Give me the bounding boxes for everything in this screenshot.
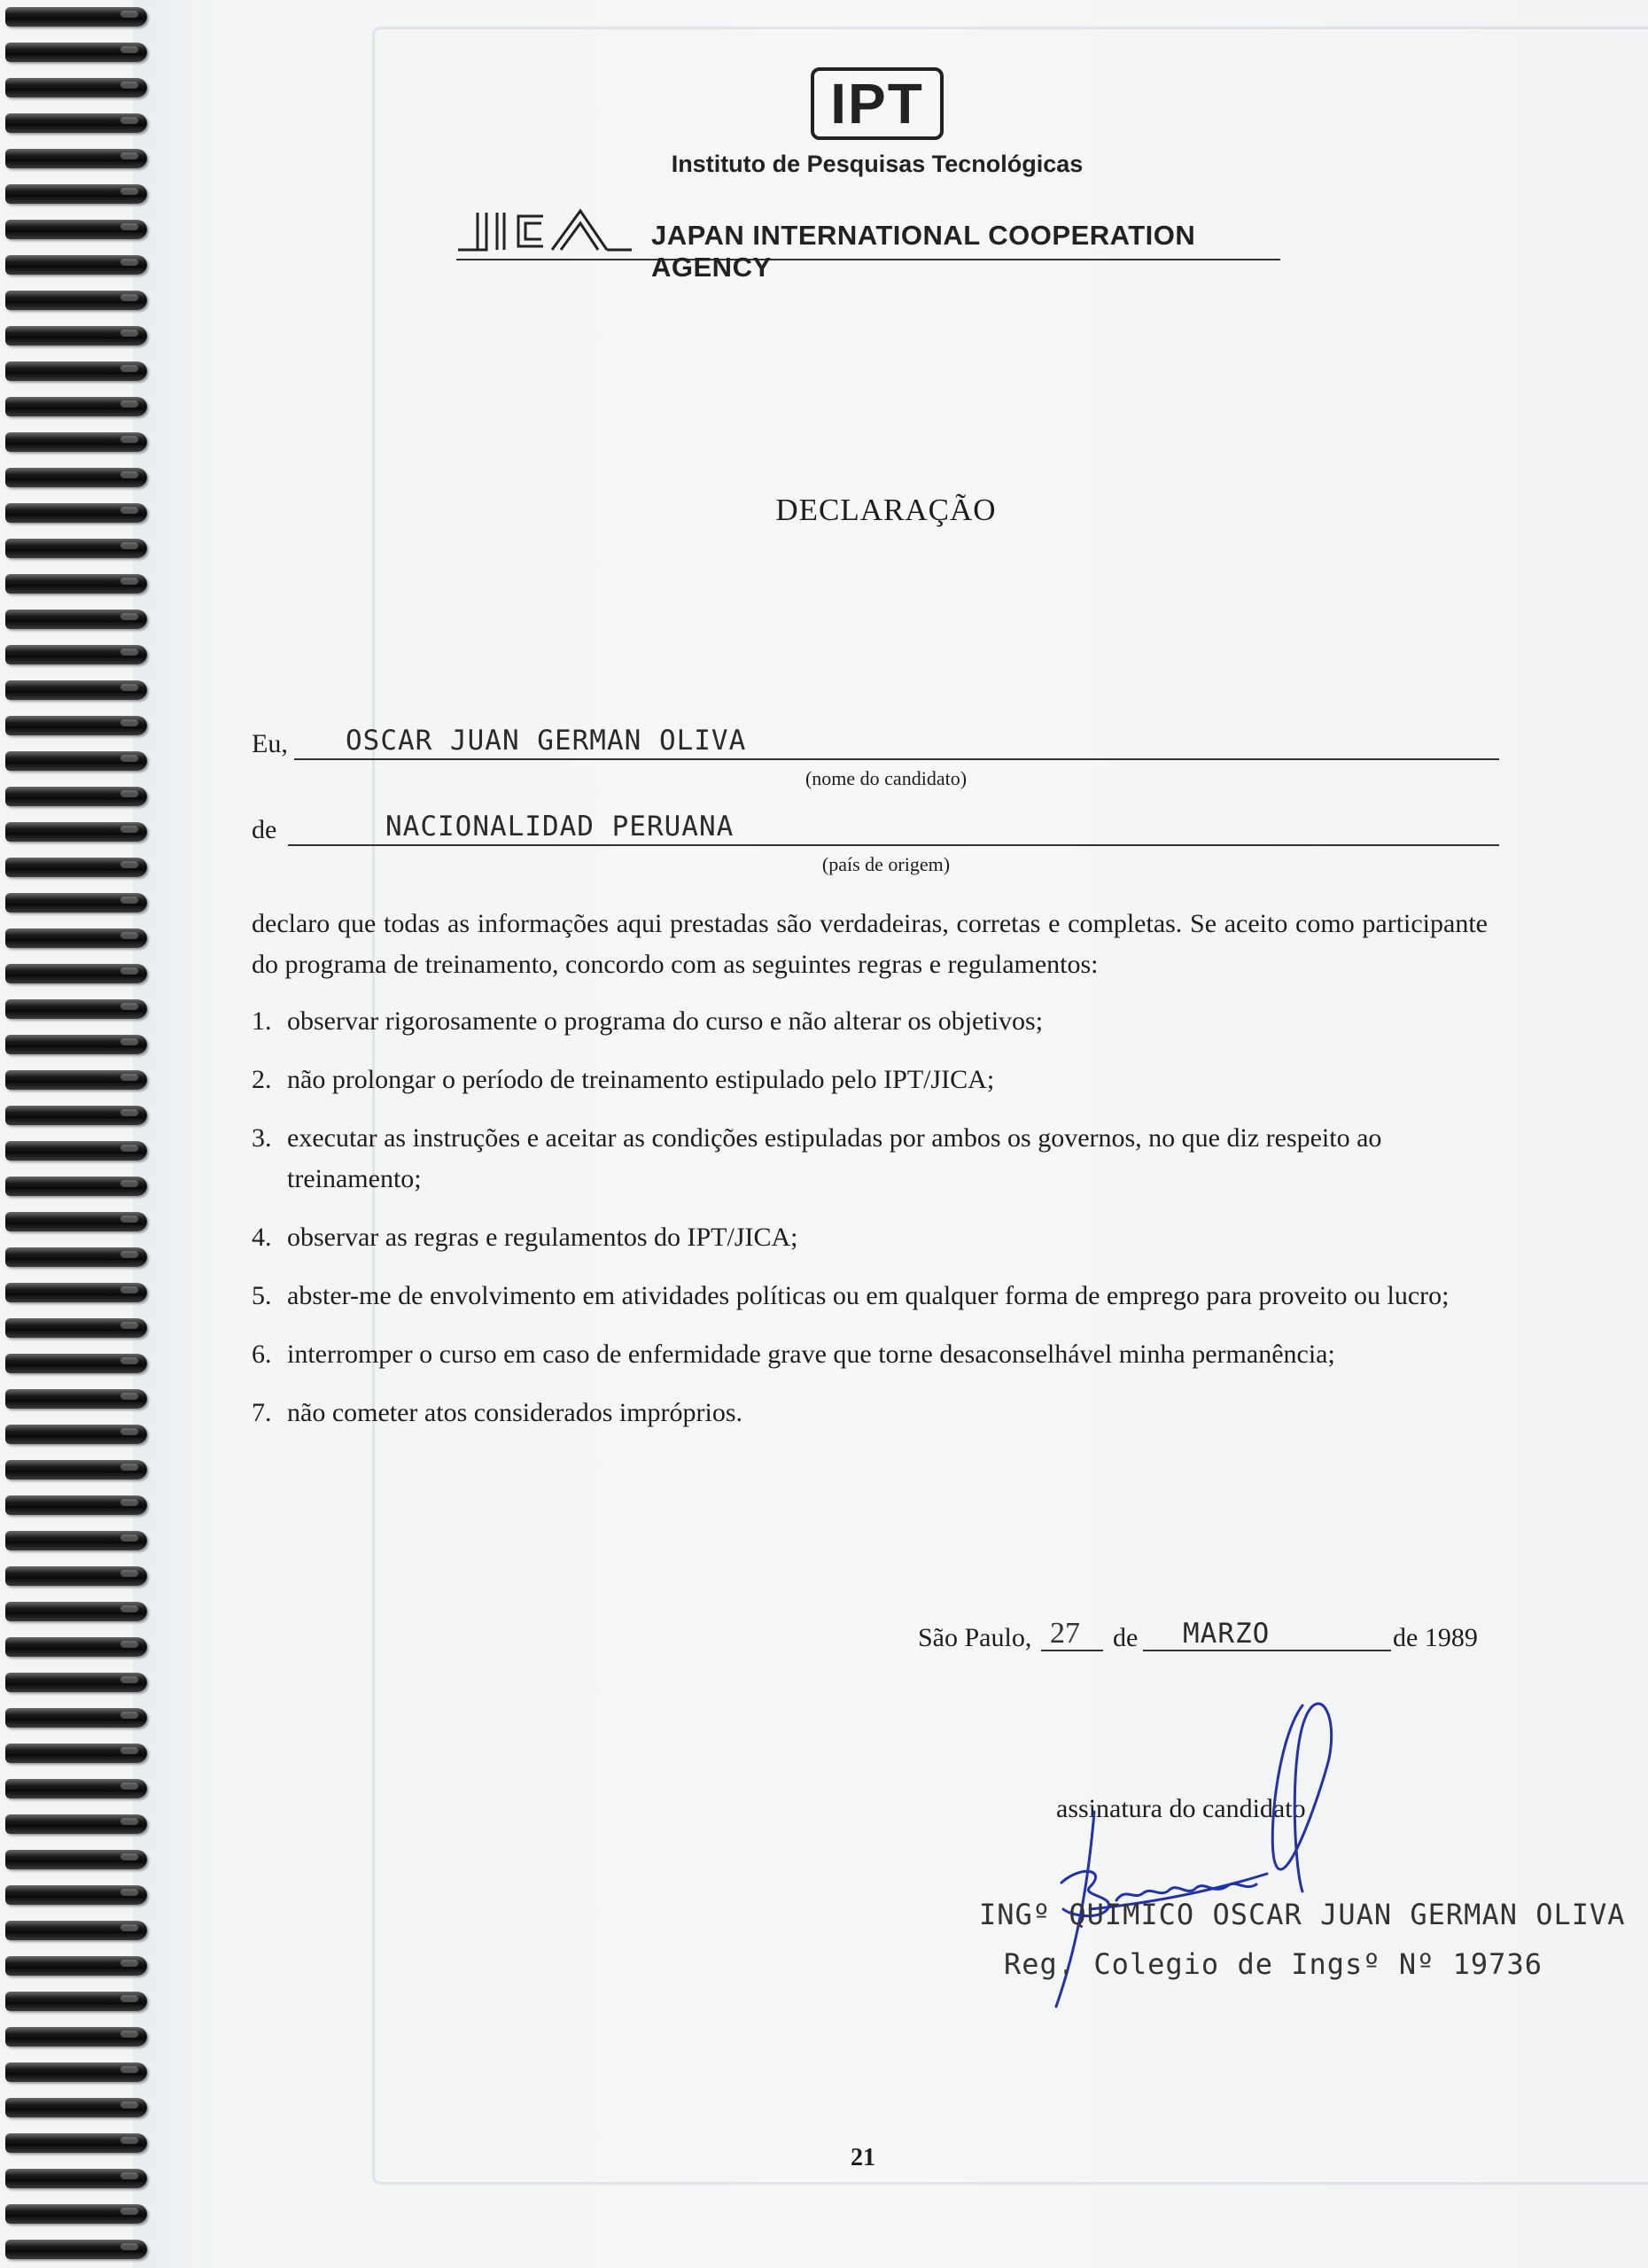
spiral-coil bbox=[5, 2098, 147, 2117]
spiral-coil bbox=[5, 1106, 147, 1125]
stamp-line-1: INGº QUIMICO OSCAR JUAN GERMAN OLIVA bbox=[979, 1898, 1626, 1931]
spiral-coil bbox=[5, 1779, 147, 1798]
date-de: de bbox=[1113, 1623, 1139, 1652]
spiral-coil bbox=[5, 1744, 147, 1763]
spiral-coil bbox=[5, 1814, 147, 1834]
spiral-coil bbox=[5, 220, 147, 239]
jica-logo bbox=[456, 206, 634, 257]
spiral-coil bbox=[5, 1247, 147, 1267]
spiral-coil bbox=[5, 43, 147, 62]
spiral-coil bbox=[5, 1425, 147, 1444]
de-label: de bbox=[252, 815, 277, 844]
month-line bbox=[1143, 1650, 1391, 1651]
spiral-coil bbox=[5, 503, 147, 523]
spiral-coil bbox=[5, 1283, 147, 1302]
spiral-coil bbox=[5, 1602, 147, 1621]
spiral-coil bbox=[5, 1921, 147, 1940]
list-item: 1. observar rigorosamente o programa do curso e não alterar os objetivos; bbox=[252, 1006, 1044, 1036]
spiral-coil bbox=[5, 78, 147, 97]
jica-name: JAPAN INTERNATIONAL COOPERATION AGENCY bbox=[651, 220, 1196, 283]
spiral-coil bbox=[5, 751, 147, 771]
spiral-coil bbox=[5, 574, 147, 594]
name-caption: (nome do candidato) bbox=[805, 767, 968, 789]
spiral-coil bbox=[5, 468, 147, 487]
spiral-coil bbox=[5, 680, 147, 700]
spiral-coil bbox=[5, 1141, 147, 1161]
spiral-coil bbox=[5, 1389, 147, 1409]
spiral-coil bbox=[5, 1212, 147, 1231]
spiral-coil bbox=[5, 255, 147, 275]
spiral-coil bbox=[5, 2204, 147, 2224]
declaration-text: declaro que todas as informações aqui prestadas são verdadeiras, corretas e completas. Se aceito como participante do programa de treinamento, concordo com as seguintes regras e regulamentos: bbox=[252, 909, 1488, 979]
spiral-coil bbox=[5, 1673, 147, 1692]
spiral-coil bbox=[5, 858, 147, 877]
spiral-coil bbox=[5, 397, 147, 416]
spiral-coil bbox=[5, 787, 147, 806]
spiral-coil bbox=[5, 1992, 147, 2011]
spiral-coil bbox=[5, 1850, 147, 1869]
eu-label: Eu, bbox=[252, 729, 288, 758]
spiral-coil bbox=[5, 2062, 147, 2082]
spiral-coil bbox=[5, 1177, 147, 1196]
date-month: MARZO bbox=[1183, 1618, 1271, 1650]
spiral-coil bbox=[5, 610, 147, 629]
spiral-coil bbox=[5, 113, 147, 133]
spiral-coil bbox=[5, 184, 147, 204]
spiral-coil bbox=[5, 964, 147, 983]
spiral-coil bbox=[5, 326, 147, 346]
page-title: DECLARAÇÃO bbox=[775, 493, 997, 527]
spiral-coil bbox=[5, 1566, 147, 1586]
spiral-coil bbox=[5, 2169, 147, 2188]
ipt-name: Instituto de Pesquisas Tecnológicas bbox=[671, 151, 1084, 177]
date-city: São Paulo, bbox=[918, 1623, 1032, 1652]
spiral-coil bbox=[5, 1070, 147, 1090]
spiral-coil bbox=[5, 432, 147, 452]
spiral-coil bbox=[5, 149, 147, 168]
spiral-coil bbox=[5, 1460, 147, 1480]
ipt-logo: IPT bbox=[811, 67, 944, 140]
spiral-coil bbox=[5, 1531, 147, 1550]
spiral-coil bbox=[5, 645, 147, 664]
spiral-coil bbox=[5, 2133, 147, 2153]
candidate-country: NACIONALIDAD PERUANA bbox=[385, 811, 735, 843]
country-caption: (país de origem) bbox=[821, 853, 951, 875]
spiral-coil bbox=[5, 1885, 147, 1905]
spiral-coil bbox=[5, 893, 147, 913]
list-item: 7. não cometer atos considerados impróprios. bbox=[252, 1398, 743, 1427]
spiral-coil bbox=[5, 822, 147, 842]
spiral-coil bbox=[5, 539, 147, 558]
list-item: 4. observar as regras e regulamentos do IPT/JICA; bbox=[252, 1223, 798, 1252]
list-item: 5. abster-me de envolvimento em atividades políticas ou em qualquer forma de emprego para proveito ou lucro; bbox=[252, 1281, 1450, 1310]
spiral-coil bbox=[5, 999, 147, 1019]
spiral-coil bbox=[5, 1495, 147, 1515]
spiral-coil bbox=[5, 1354, 147, 1373]
name-line bbox=[294, 758, 1499, 760]
date-day: 27 bbox=[1050, 1617, 1080, 1650]
spiral-coil bbox=[5, 1637, 147, 1657]
spiral-coil bbox=[5, 7, 147, 27]
spiral-coil bbox=[5, 1035, 147, 1054]
signature-caption: assinatura do candidato bbox=[1056, 1794, 1306, 1823]
spiral-coil bbox=[5, 291, 147, 310]
stamp-line-2: Reg. Colegio de Ingsº Nº 19736 bbox=[1004, 1947, 1543, 1981]
spiral-coil bbox=[5, 1956, 147, 1976]
spiral-coil bbox=[5, 361, 147, 381]
spiral-coil bbox=[5, 716, 147, 735]
list-item: 2. não prolongar o período de treinamento estipulado pelo IPT/JICA; bbox=[252, 1065, 995, 1094]
rules-list bbox=[252, 1001, 1488, 1451]
spiral-coil bbox=[5, 2240, 147, 2259]
spiral-coil bbox=[5, 1318, 147, 1338]
spiral-coil bbox=[5, 928, 147, 948]
candidate-name: OSCAR JUAN GERMAN OLIVA bbox=[346, 725, 747, 757]
jica-header bbox=[456, 206, 1280, 283]
spiral-binding bbox=[0, 0, 155, 2268]
list-item: 6. interromper o curso em caso de enfermidade grave que torne desaconselhável minha permanência; bbox=[252, 1340, 1335, 1369]
page-number: 21 bbox=[851, 2144, 875, 2171]
spiral-coil bbox=[5, 1708, 147, 1728]
spiral-coil bbox=[5, 2027, 147, 2047]
date-year: de 1989 bbox=[1393, 1623, 1478, 1652]
country-line bbox=[288, 844, 1499, 846]
list-item: 3. executar as instruções e aceitar as condições estipuladas por ambos os governos, no que diz respeito ao treinamento; bbox=[252, 1123, 1382, 1193]
